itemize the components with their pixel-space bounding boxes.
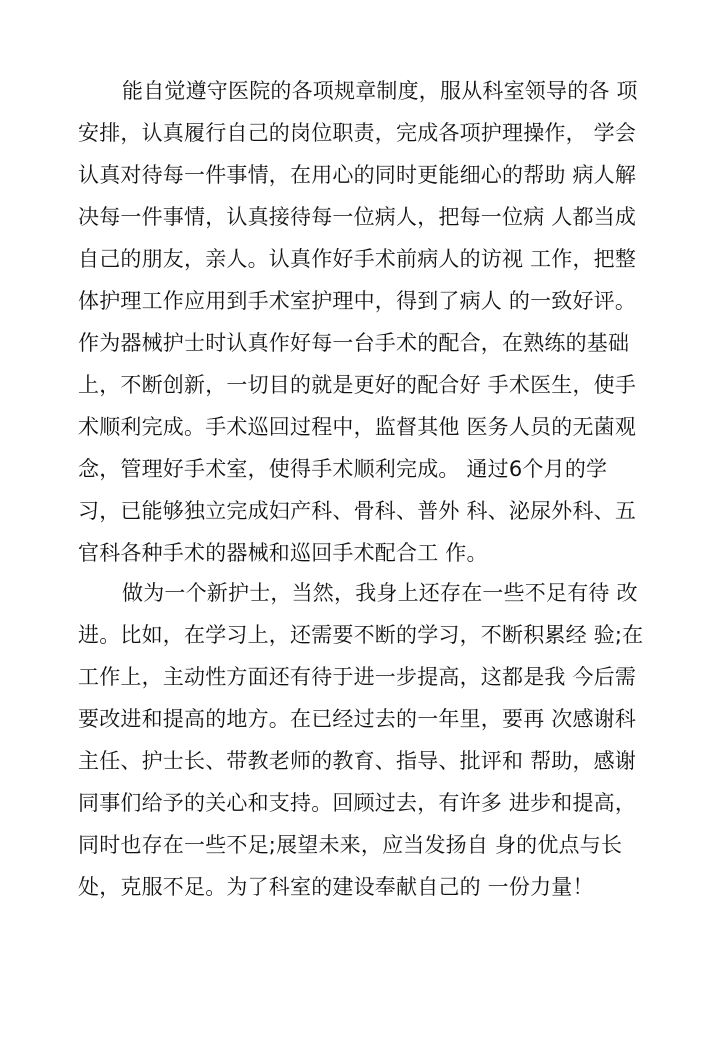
paragraph-1 [78, 70, 638, 574]
paragraph-line: 工作上，主动性方面还有待于进一步提高，这都是我 今后需 [78, 665, 637, 689]
paragraph-line: 术顺利完成。手术巡回过程中，监督其他 医务人员的无菌观 [78, 415, 637, 439]
paragraph-line: 要改进和提高的地方。在已经过去的一年里，要再 次感谢科 [78, 707, 637, 731]
paragraph-line: 处，克服不足。为了科室的建设奉献自己的 一份力量！ [78, 875, 594, 899]
paragraph-line: 官科各种手术的器械和巡回手术配合工 作。 [78, 541, 488, 565]
paragraph-line: 上，不断创新，一切目的就是更好的配合好 手术医生，使手 [78, 373, 637, 397]
paragraph-2 [78, 572, 644, 908]
paragraph-line: 安排，认真履行自己的岗位职责，完成各项护理操作， 学会 [78, 121, 637, 145]
paragraph-line: 认真对待每一件事情，在用心的同时更能细心的帮助 病人解 [78, 163, 637, 187]
paragraph-line: 体护理工作应用到手术室护理中，得到了病人 的一致好评。 [78, 289, 637, 313]
paragraph-line: 同事们给予的关心和支持。回顾过去，有许多 进步和提高， [78, 791, 637, 815]
paragraph-line: 决每一件事情，认真接待每一位病人，把每一位病 人都当成 [78, 205, 637, 229]
paragraph-line: 作为器械护士时认真作好每一台手术的配合，在熟练的基础 [78, 331, 630, 355]
paragraph-line: 做为一个新护士，当然，我身上还存在一些不足有待 改 [122, 581, 638, 605]
paragraph-line: 进。比如，在学习上，还需要不断的学习，不断积累经 验;在 [78, 623, 644, 647]
paragraph-line: 能自觉遵守医院的各项规章制度，服从科室领导的各 项 [122, 79, 638, 103]
paragraph-line: 主任、护士长、带教老师的教育、指导、批评和 帮助，感谢 [78, 749, 637, 773]
paragraph-line: 同时也存在一些不足;展望未来，应当发扬自 身的优点与长 [78, 833, 623, 857]
paragraph-line: 念，管理好手术室，使得手术顺利完成。 通过6个月的学 [78, 457, 608, 481]
paragraph-line: 自己的朋友，亲人。认真作好手术前病人的访视 工作，把整 [78, 247, 637, 271]
paragraph-line: 习，已能够独立完成妇产科、骨科、普外 科、泌尿外科、五 [78, 499, 637, 523]
